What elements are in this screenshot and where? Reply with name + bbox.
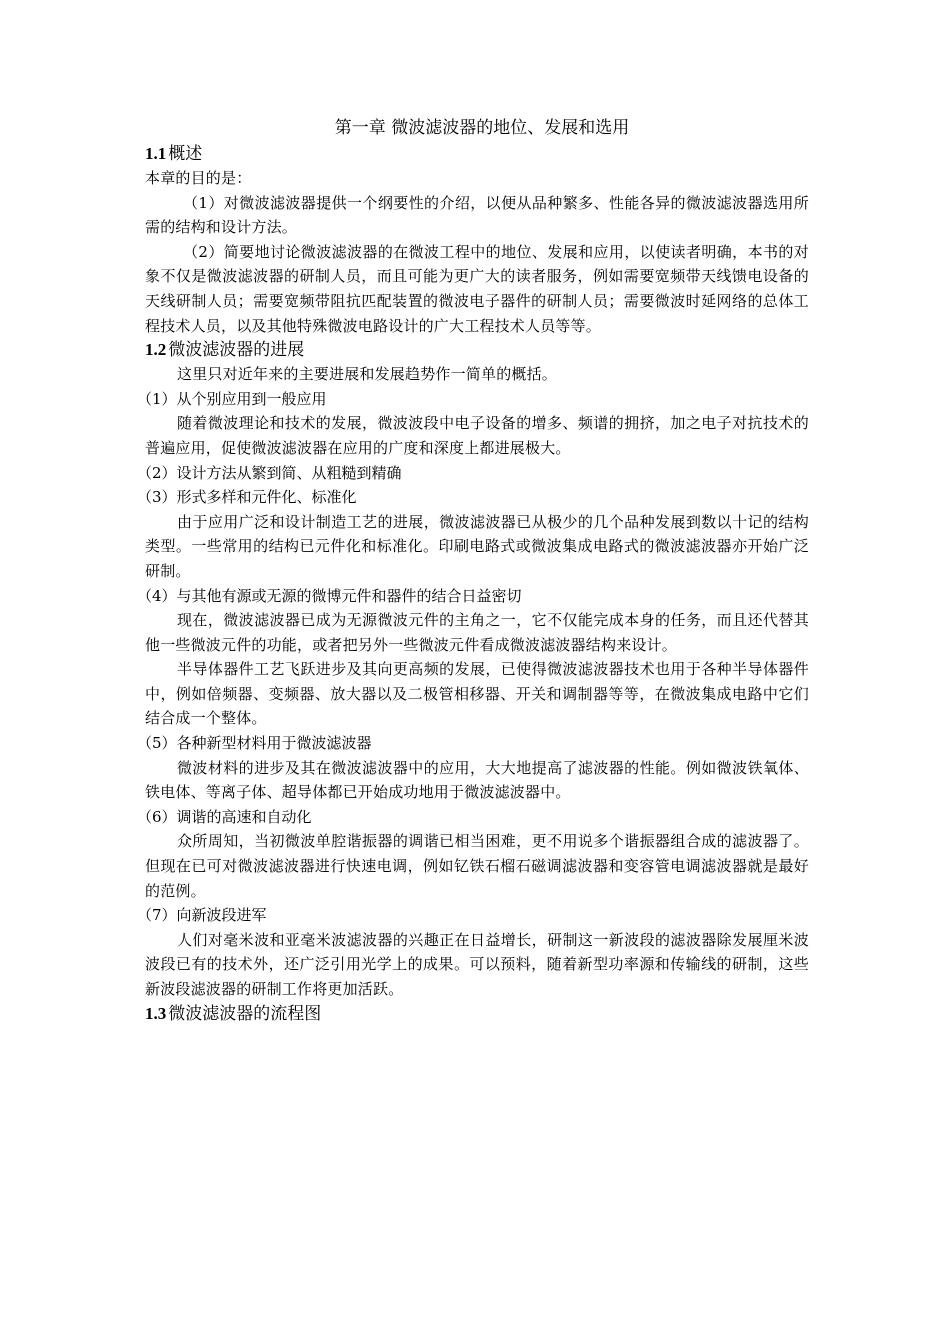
paragraph: 半导体器件工艺飞跃进步及其向更高频的发展，已使得微波滤波器技术也用于各种半导体器件中，例如倍频器、变频器、放大器以及二极管相移器、开关和调制器等等，在微波集成电路中它们结合成一个整体。 (145, 660, 809, 728)
subheading: （1）从个别应用到一般应用 (137, 389, 327, 408)
subheading: （2）设计方法从繁到简、从粗糙到精确 (137, 463, 402, 482)
section-title: 概述 (168, 144, 203, 164)
document-page (137, 116, 809, 1026)
section-title: 微波滤波器的进展 (168, 340, 305, 361)
paragraph: 现在，微波滤波器已成为无源微波元件的主角之一，它不仅能完成本身的任务，而且还代替其他一些微波元件的功能，或者把另外一些微波元件看成微波滤波器结构来设计。 (145, 611, 809, 654)
list-item: （2）简要地讨论微波滤波器的在微波工程中的地位、发展和应用，以使读者明确，本书的对象不仅是微波滤波器的研制人员，而且可能为更广大的读者服务，例如需要宽频带天线馈电设备的天线研制人员；需要宽频带阻抗匹配装置的微波电子器件的研制人员；需要微波时延网络的总体工程技术人员，以及其他特殊微波电路设计的广大工程技术人员等等。 (145, 242, 809, 335)
section-heading-1-3 (145, 1002, 809, 1026)
section-title: 微波滤波器的流程图 (168, 1003, 322, 1024)
subheading: （3）形式多样和元件化、标准化 (137, 488, 357, 507)
paragraph: 众所周知，当初微波单腔谐振器的调谐已相当困难，更不用说多个谐振器组合成的滤波器了。但现在已可对微波滤波器进行快速电调，例如钇铁石榴石磁调滤波器和变容管电调滤波器就是最好的范例。 (145, 832, 809, 900)
section-number: 1.3 (145, 1003, 167, 1023)
list-item: （1）对微波滤波器提供一个纲要性的介绍，以便从品种繁多、性能各异的微波滤波器选用所需的结构和设计方法。 (145, 193, 809, 237)
paragraph: 本章的目的是： (145, 169, 252, 187)
section-heading-1-1 (145, 142, 809, 166)
subheading: （7）向新波段进军 (137, 906, 267, 925)
subheading: （4）与其他有源或无源的微博元件和器件的结合日益密切 (137, 586, 522, 605)
subheading: （5）各种新型材料用于微波滤波器 (137, 734, 372, 753)
paragraph: 人们对毫米波和亚毫米波滤波器的兴趣正在日益增长，研制这一新波段的滤波器除发展厘米波波段已有的技术外，还广泛引用光学上的成果。可以预料，随着新型功率源和传输线的研制，这些新波段滤波器的研制工作将更加活跃。 (145, 930, 809, 998)
paragraph: 随着微波理论和技术的发展，微波波段中电子设备的增多、频谱的拥挤，加之电子对抗技术的普遍应用，促使微波滤波器在应用的广度和深度上都进展极大。 (145, 414, 809, 457)
chapter-title: 第一章 微波滤波器的地位、发展和选用 (334, 118, 630, 138)
section-heading-1-2 (145, 338, 809, 362)
section-number: 1.2 (145, 340, 167, 360)
paragraph: 微波材料的进步及其在微波滤波器中的应用，大大地提高了滤波器的性能。例如微波铁氧体、铁电体、等离子体、超导体都已开始成功地用于微波滤波器中。 (145, 758, 809, 802)
subheading: （6）调谐的高速和自动化 (137, 807, 312, 826)
section-number: 1.1 (145, 144, 167, 163)
paragraph: 这里只对近年来的主要进展和发展趋势作一简单的概括。 (177, 365, 558, 384)
paragraph: 由于应用广泛和设计制造工艺的进展，微波滤波器已从极少的几个品种发展到数以十记的结构类型。一些常用的结构已元件化和标准化。印刷电路式或微波集成电路式的微波滤波器亦开始广泛研制。 (145, 512, 809, 580)
